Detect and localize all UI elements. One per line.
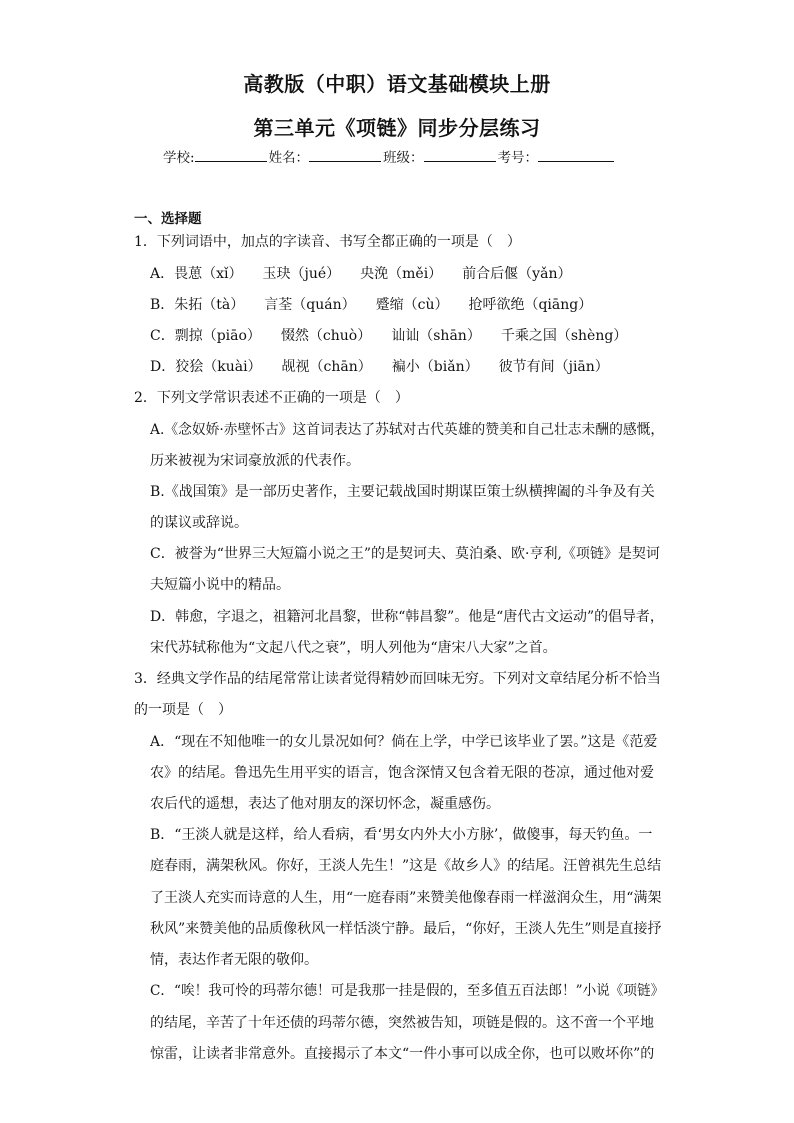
option-c-word-1: C．剽掠（piāo）	[150, 328, 261, 344]
question-3-option-b-line-5: 情，表达作者无限的敬仰。	[150, 952, 318, 968]
number-blank[interactable]	[538, 148, 614, 162]
question-3-option-c-line-2: 的结尾，辛苦了十年还债的玛蒂尔德，突然被告知，项链是假的。这不啻一个平地	[150, 1015, 654, 1031]
student-info-row	[163, 146, 683, 166]
question-1-option-c	[150, 326, 647, 346]
question-1-option-a	[150, 264, 591, 284]
question-2-option-d-line-2: 宋代苏轼称他为“文起八代之衰”，明人列他为“唐宋八大家”之首。	[150, 640, 557, 656]
option-a-word-1: A．畏葸（xǐ）	[150, 266, 243, 282]
question-1-option-d	[150, 357, 629, 377]
option-d-word-2: 觇视（chān）	[281, 359, 372, 375]
option-a-word-2: 玉玦（jué）	[262, 266, 341, 282]
question-2-option-c-line-2: 夫短篇小说中的精品。	[150, 577, 290, 593]
option-c-word-3: 讪讪（shān）	[391, 328, 481, 344]
name-label: 姓名：	[268, 150, 310, 166]
section-heading: 一、选择题	[134, 211, 202, 227]
question-3-option-b-line-3: 了王淡人充实而诗意的人生，用“一庭春雨”来赞美他像春雨一样滋润众生，用“满架	[150, 890, 662, 906]
question-3-option-a-line-2: 农》的结尾。鲁迅先生用平实的语言，饱含深情又包含着无限的苍凉，通过他对爱	[150, 765, 654, 781]
question-2-stem: 2．下列文学常识表述不正确的一项是（ ）	[134, 390, 409, 406]
option-b-word-1: B．朱拓（tà）	[150, 297, 245, 313]
question-3-option-b-line-4: 秋风”来赞美他的品质像秋风一样恬淡宁静。最后，“你好，王淡人先生”则是直接抒	[150, 921, 662, 937]
question-3-option-a-line-1: A．“现在不知他唯一的女儿景况如何？倘在上学，中学已该毕业了罢。”这是《范爱	[150, 734, 658, 750]
option-d-word-3: 褊小（biǎn）	[391, 359, 479, 375]
class-label: 班级：	[383, 150, 424, 166]
document-title: 高教版（中职）语文基础模块上册	[243, 72, 551, 96]
option-b-word-4: 抢呼欲绝（qiāng）	[468, 297, 593, 313]
question-2-option-c-line-1: C．被誉为“世界三大短篇小说之王”的是契诃夫、莫泊桑、欧·亨利,《项链》是契诃	[150, 546, 660, 562]
question-3-stem-line-1: 3．经典文学作品的结尾常常让读者觉得精妙而回味无穷。下列对文章结尾分析不恰当	[134, 671, 661, 687]
document-subtitle: 第三单元《项链》同步分层练习	[253, 116, 541, 140]
option-a-word-4: 前合后偃（yǎn）	[462, 266, 572, 282]
question-2-option-a-line-1: A.《念奴娇·赤壁怀古》这首词表达了苏轼对古代英雄的赞美和自己壮志未酬的感慨，	[150, 422, 665, 438]
question-1-stem: 1．下列词语中，加点的字读音、书写全都正确的一项是（ ）	[134, 234, 521, 250]
question-2-option-a-line-2: 历来被视为宋词豪放派的代表作。	[150, 453, 360, 469]
question-3-option-a-line-3: 农后代的遥想，表达了他对朋友的深切怀念，凝重感伤。	[150, 796, 500, 812]
option-c-word-2: 惙然（chuò）	[280, 328, 372, 344]
question-3-option-c-line-1: C．“唉！我可怜的玛蒂尔德！可是我那一挂是假的，至多值五百法郎！”小说《项链》	[150, 983, 665, 999]
question-2-option-d-line-1: D．韩愈，字退之，祖籍河北昌黎，世称“韩昌黎”。他是“唐代古文运动”的倡导者，	[150, 609, 664, 625]
school-blank[interactable]	[195, 148, 267, 162]
name-blank[interactable]	[309, 148, 381, 162]
school-label: 学校:	[163, 150, 195, 166]
question-3-option-b-line-1: B．“王淡人就是这样，给人看病，看‘男女内外大小方脉’，做傻事，每天钓鱼。一	[150, 827, 653, 843]
option-d-word-1: D．狡狯（kuài）	[150, 359, 262, 375]
class-blank[interactable]	[424, 148, 496, 162]
option-d-word-4: 彼节有间（jiān）	[498, 359, 609, 375]
question-2-option-b-line-2: 的谋议或辞说。	[150, 515, 248, 531]
question-2-option-b-line-1: B.《战国策》是一部历史著作，主要记载战国时期谋臣策士纵横捭阖的斗争及有关	[150, 484, 655, 500]
option-a-word-3: 央浼（měi）	[360, 266, 443, 282]
question-3-option-b-line-2: 庭春雨，满架秋风。你好，王淡人先生！”这是《故乡人》的结尾。汪曾祺先生总结	[150, 858, 662, 874]
option-b-word-2: 言荃（quán）	[264, 297, 356, 313]
option-c-word-4: 千乘之国（shèng）	[500, 328, 628, 344]
question-1-option-b	[150, 295, 612, 315]
question-3-stem-line-2: 的一项是（ ）	[134, 702, 232, 718]
option-b-word-3: 蹙缩（cù）	[375, 297, 449, 313]
number-label: 考号：	[497, 150, 539, 166]
question-3-option-c-line-3: 惊雷，让读者非常意外。直接揭示了本文“一件小事可以成全你，也可以败坏你”的	[150, 1046, 655, 1062]
